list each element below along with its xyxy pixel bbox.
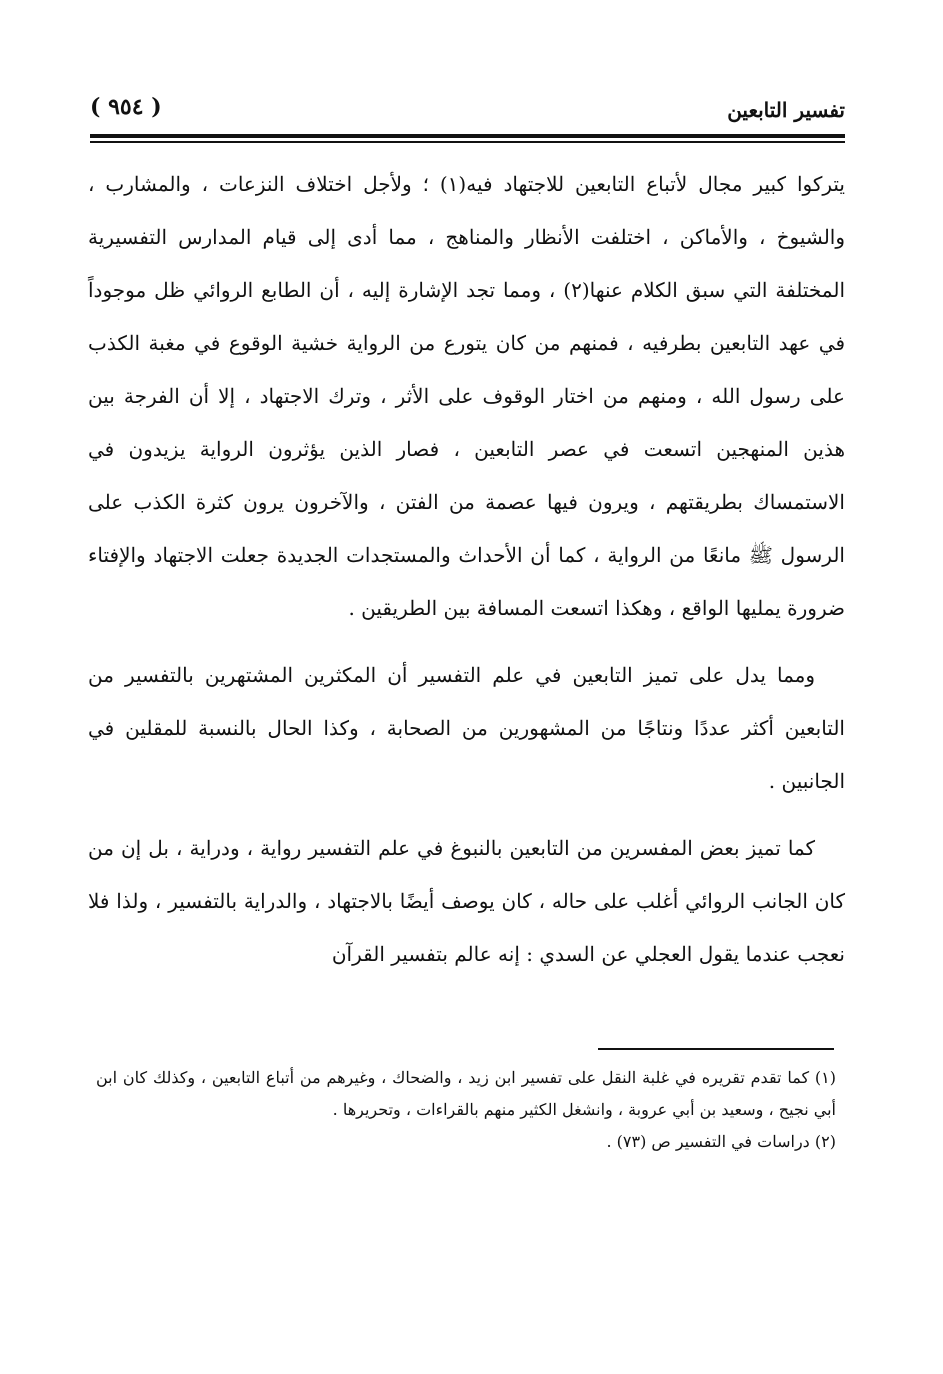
paragraph-1: يتركوا كبير مجال لأتباع التابعين للاجتهاد فيه(١) ؛ ولأجل اختلاف النزعات ، والمشارب ، والشيوخ ، والأماكن ، اختلفت الأنظار والمناهج ، مما أدى إلى قيام المدارس التفسيرية المختلفة التي سبق الكلام عنها(٢) ، ومما تجد الإشارة إليه ، أن الطابع الروائي ظل موجوداً في عهد التابعين بطرفيه ، فمنهم من كان يتورع من الرواية خشية الوقوع في مغبة الكذب على رسول الله ، ومنهم من اختار الوقوف على الأثر ، وترك الاجتهاد ، إلا أن الفرجة بين هذين المنهجين اتسعت في عصر التابعين ، فصار الذين يؤثرون الرواية يزيدون في الاستمساك بطريقتهم ، ويرون فيها عصمة من الفتن ، والآخرون يرون كثرة الكذب على الرسول ﷺ مانعًا من الرواية ، كما أن الأحداث والمستجدات الجديدة جعلت الاجتهاد والإفتاء ضرورة يمليها الواقع ، وهكذا اتسعت المسافة بين الطريقين . [88,172,846,620]
footnote-2 [96,1126,836,1158]
footnote-2-text: دراسات في التفسير ص (٧٣) . [606,1132,810,1151]
footnote-1-text: كما تقدم تقريره في غلبة النقل على تفسير ابن زيد ، والضحاك ، وغيرهم من أتباع التابعين ، وكذلك كان ابن أبي نجيح ، وسعيد بن أبي عروبة ، وانشغل الكثير منهم بالقراءات ، وتحريرها . [96,1068,836,1119]
running-header [90,92,845,132]
header-rule-thin [90,141,845,143]
running-title: تفسير التابعين [727,98,845,122]
footnote-1 [96,1062,836,1126]
paragraph-2: ومما يدل على تميز التابعين في علم التفسير أن المكثرين المشتهرين بالتفسير من التابعين أكثر عددًا ونتاجًا من المشهورين من الصحابة ، وكذا الحال بالنسبة للمقلين في الجانبين . [88,663,845,793]
footnote-1-number: (١) [814,1068,836,1087]
footnote-2-number: (٢) [814,1132,836,1151]
paragraph-3: كما تميز بعض المفسرين من التابعين بالنبوغ في علم التفسير رواية ، ودراية ، بل إن من كان الجانب الروائي أغلب على حاله ، كان يوصف أيضًا بالاجتهاد ، والدراية بالتفسير ، ولذا فلا نعجب عندما يقول العجلي عن السدي : إنه عالم بتفسير القرآن [88,836,845,966]
main-text [88,158,845,995]
footnotes [96,1062,836,1158]
page-number: ( ٩٥٤ ) [90,94,162,120]
footnote-separator [598,1048,834,1050]
header-rule-thick [90,134,845,138]
